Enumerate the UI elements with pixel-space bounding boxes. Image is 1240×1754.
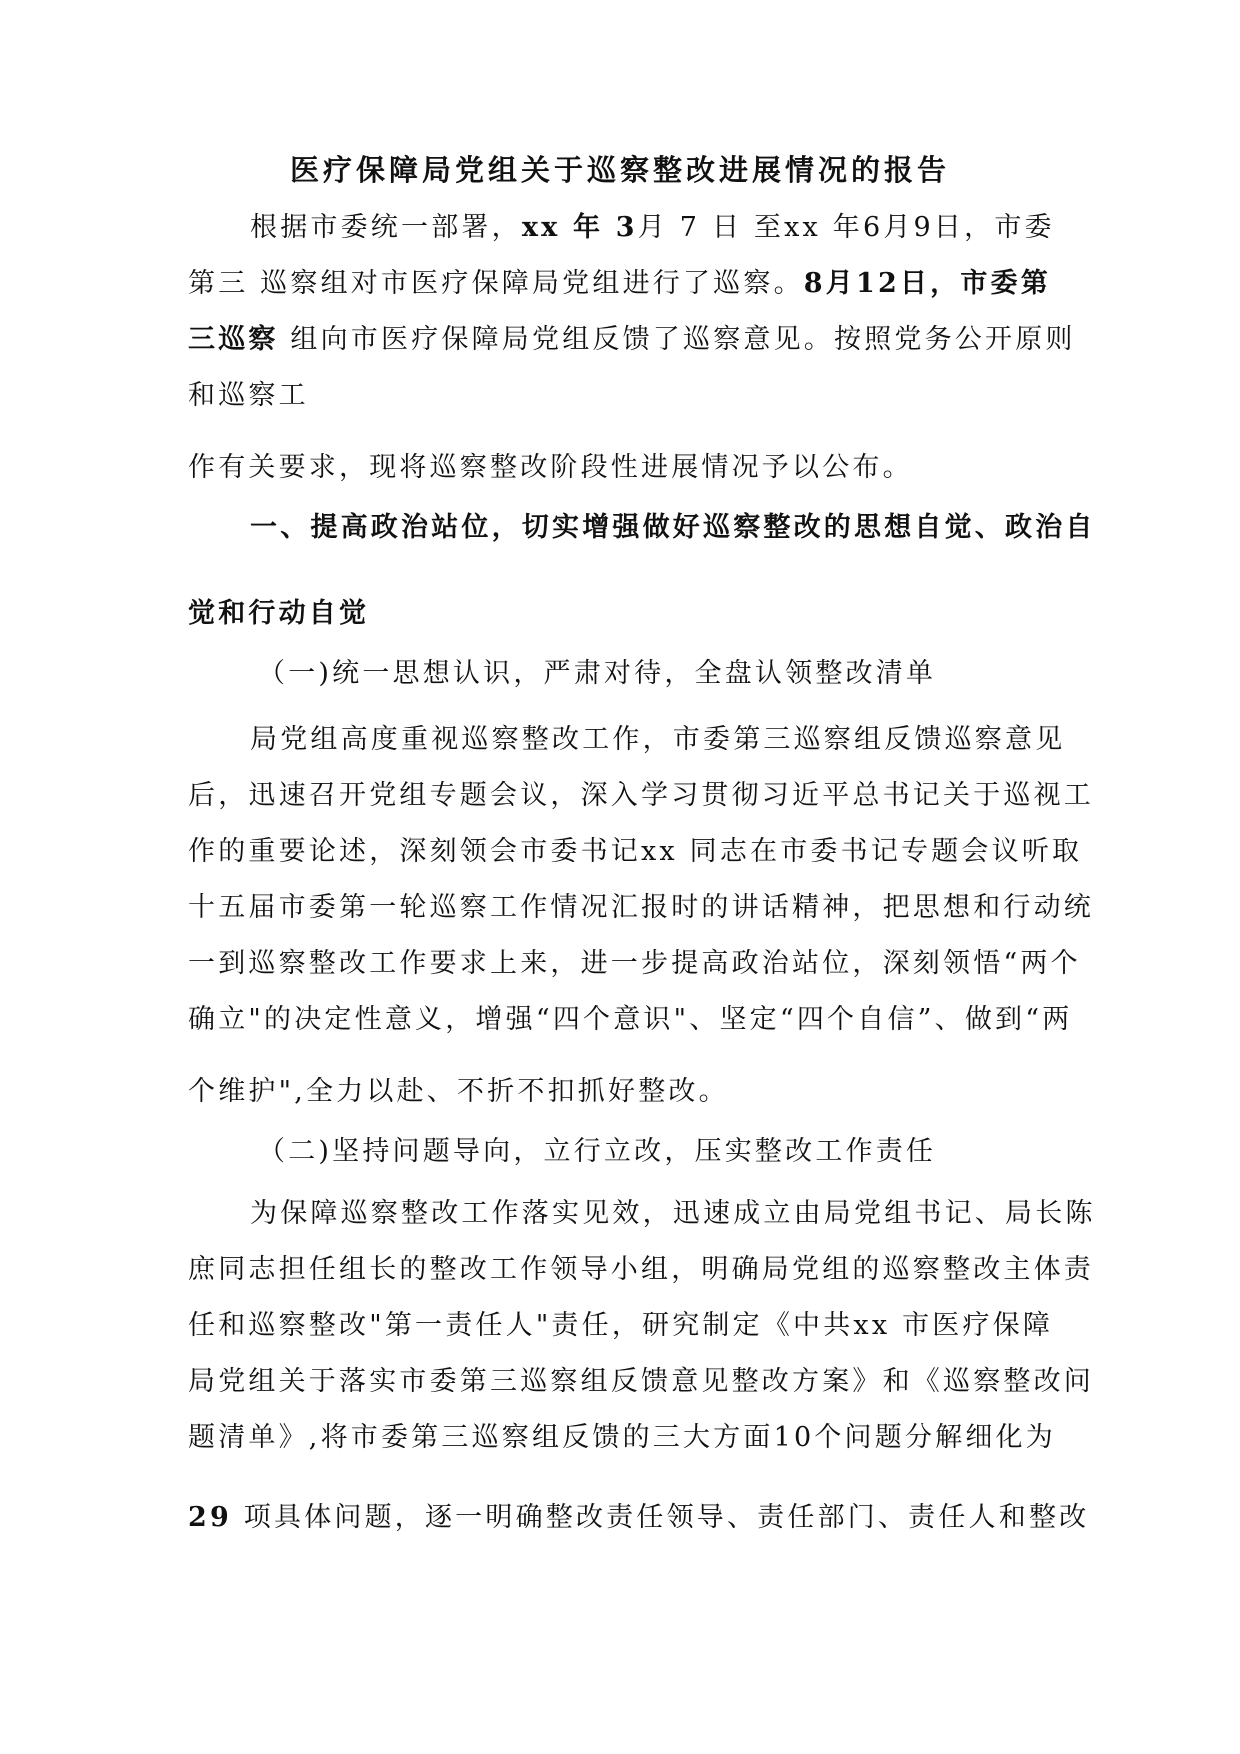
text-span: 根据市委统一部署， bbox=[250, 212, 522, 243]
subsection-heading: （二)坚持问题导向，立行立改，压实整改工作责任 bbox=[258, 1136, 937, 1167]
paragraph-line bbox=[250, 210, 1055, 246]
section-heading: 一、提高政治站位，切实增强做好巡察整改的思想自觉、政治自 bbox=[250, 512, 1096, 543]
paragraph-line: 作的重要论述，深刻领会市委书记xx 同志在市委书记专题会议听取 bbox=[188, 836, 1083, 867]
bold-span: xx 年 3 bbox=[521, 212, 638, 243]
bold-span: 29 bbox=[188, 1502, 232, 1533]
paragraph-line: 为保障巡察整改工作落实见效，迅速成立由局党组书记、局长陈 bbox=[250, 1198, 1096, 1229]
paragraph-line: 任和巡察整改"第一责任人"责任，研究制定《中共xx 市医疗保障 bbox=[188, 1310, 1054, 1341]
document-title: 医疗保障局党组关于巡察整改进展情况的报告 bbox=[289, 153, 950, 187]
paragraph-line: 庶同志担任组长的整改工作领导小组，明确局党组的巡察整改主体责 bbox=[188, 1254, 1094, 1285]
paragraph-line: 和巡察工 bbox=[188, 380, 309, 411]
paragraph-line bbox=[188, 322, 1076, 358]
subsection-heading: （一)统一思想认识，严肃对待，全盘认领整改清单 bbox=[258, 658, 937, 689]
paragraph-line: 个维护",全力以赴、不折不扣抓好整改。 bbox=[188, 1076, 729, 1107]
paragraph-line: 局党组关于落实市委第三巡察组反馈意见整改方案》和《巡察整改问 bbox=[188, 1366, 1094, 1397]
paragraph-line: 后，迅速召开党组专题会议，深入学习贯彻习近平总书记关于巡视工 bbox=[188, 780, 1094, 811]
section-heading: 觉和行动自觉 bbox=[188, 598, 370, 629]
paragraph-line: 作有关要求，现将巡察整改阶段性进展情况予以公布。 bbox=[188, 452, 913, 483]
text-span: 月 7 日 至xx 年6月9日，市委 bbox=[637, 212, 1055, 243]
paragraph-line bbox=[188, 266, 1051, 302]
paragraph-line: 局党组高度重视巡察整改工作，市委第三巡察组反馈巡察意见 bbox=[250, 724, 1066, 755]
text-span: 组向市医疗保障局党组反馈了巡察意见。按照党务公开原则 bbox=[278, 324, 1076, 355]
text-span: 第三 巡察组对市医疗保障局党组进行了巡察。 bbox=[188, 268, 804, 299]
paragraph-line: 确立"的决定性意义，增强“四个意识"、坚定“四个自信”、做到“两 bbox=[188, 1004, 1073, 1035]
text-span: 项具体问题，逐一明确整改责任领导、责任部门、责任人和整改 bbox=[231, 1502, 1090, 1533]
paragraph-line: 一到巡察整改工作要求上来，进一步提高政治站位，深刻领悟“两个 bbox=[188, 948, 1081, 979]
paragraph-line: 十五届市委第一轮巡察工作情况汇报时的讲话精神，把思想和行动统 bbox=[188, 892, 1094, 923]
bold-span: 8月12日，市委第 bbox=[803, 268, 1051, 299]
bold-span: 三巡察 bbox=[188, 324, 279, 355]
paragraph-line bbox=[188, 1500, 1089, 1536]
paragraph-line: 题清单》,将市委第三巡察组反馈的三大方面10个问题分解细化为 bbox=[188, 1422, 1056, 1453]
